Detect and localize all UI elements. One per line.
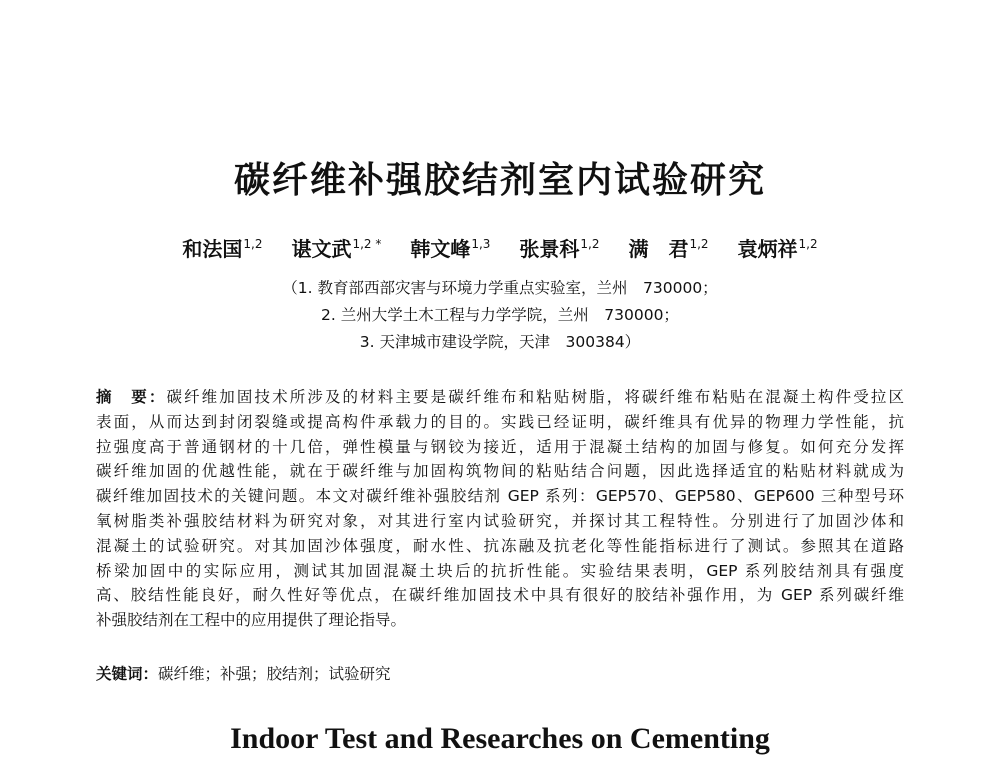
abstract-line: 混凝土的试验研究。对其加固沙体强度，耐水性、抗冻融及抗老化等性能指标进行了测试。参照其在道路 [96,536,904,555]
abstract-line: 碳纤维加固的优越性能，就在于碳纤维与加固构筑物间的粘贴结合问题，因此选择适宜的粘贴材料就成为 [96,462,904,481]
author-affiliation-mark: 1,2 [689,237,709,251]
abstract-line: 补强胶结剂在工程中的应用提供了理论指导。 [96,611,407,630]
abstract-line: 碳纤维加固技术的关键问题。本文对碳纤维补强胶结剂 GEP 系列：GEP570、GEP580、GEP600 三种型号环 [96,487,904,506]
author [738,233,818,262]
abstract-text: 碳纤维加固技术所涉及的材料主要是碳纤维布和粘贴树脂，将碳纤维布粘贴在混凝土构件受拉区 [166,388,904,406]
abstract-line: 桥梁加固中的实际应用，测试其加固混凝土块后的抗折性能。实验结果表明，GEP 系列胶结剂具有强度 [96,561,904,580]
author [410,233,490,262]
author-affiliation-mark: 1,2 [580,237,600,251]
author-name: 和法国 [182,237,243,261]
author-name: 谌文武 [291,237,352,261]
paper-title: 碳纤维补强胶结剂室内试验研究 [233,160,766,201]
author-affiliation-mark: 1,2 * [352,237,382,251]
author-affiliation-mark: 1,3 [471,237,491,251]
author-name: 袁炳祥 [737,237,798,261]
english-title: Indoor Test and Researches on Cementing [230,722,770,755]
author-affiliation-mark: 1,2 [243,237,263,251]
author-affiliation-mark: 1,2 [798,237,818,251]
author-name: 张景科 [519,237,580,261]
keywords-text: 碳纤维；补强；胶结剂；试验研究 [158,665,391,683]
affiliation-2: 2. 兰州大学土木工程与力学学院，兰州 730000； [321,306,679,324]
affiliation-3: 3. 天津城市建设学院，天津 300384） [359,333,641,351]
abstract [96,385,904,633]
author-list [0,233,1000,262]
author [519,233,599,262]
keywords [96,662,904,684]
abstract-line [96,385,904,410]
author-name: 满 君 [628,237,689,261]
abstract-line: 高、胶结性能良好，耐久性好等优点，在碳纤维加固技术中具有很好的胶结补强作用，为 GEP 系列碳纤维 [96,586,904,605]
affiliation-1: （1. 教育部西部灾害与环境力学重点实验室，兰州 730000； [282,279,718,297]
keywords-label: 关键词： [96,665,159,683]
author [182,233,262,262]
abstract-line: 表面，从而达到封闭裂缝或提高构件承载力的目的。实践已经证明，碳纤维具有优异的物理力学性能，抗 [96,412,904,431]
abstract-label: 摘 要： [96,388,167,406]
abstract-line: 氧树脂类补强胶结材料为研究对象，对其进行室内试验研究，并探讨其工程特性。分别进行了加固沙体和 [96,511,904,530]
author [628,233,708,262]
author [291,233,381,262]
author-name: 韩文峰 [410,237,471,261]
abstract-line: 拉强度高于普通钢材的十几倍，弹性模量与钢铰为接近，适用于混凝土结构的加固与修复。如何充分发挥 [96,437,904,456]
